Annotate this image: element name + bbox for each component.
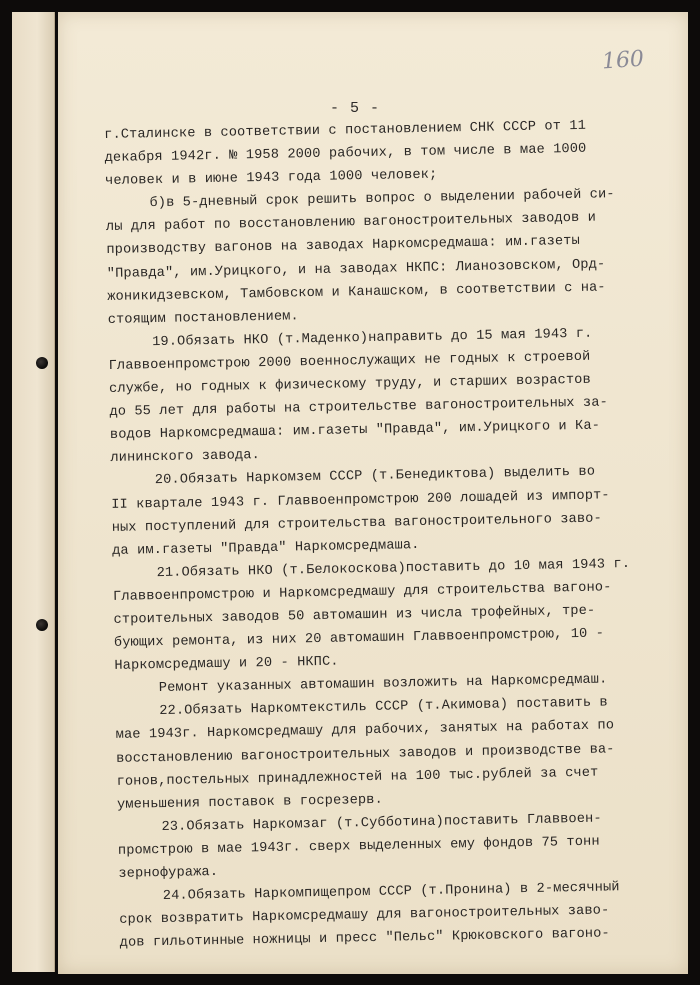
text-line: "Правда", им.Урицкого, и на заводах НКПС: Лианозовском, Орд-	[106, 256, 606, 282]
page-number: - 5 -	[330, 100, 381, 117]
text-line: дов гильотинные ножницы и пресс "Пельс" Крюковского вагоно-	[119, 926, 610, 952]
document-body	[104, 113, 680, 955]
text-line: гонов,постельных принадлежностей на 100 тыс.рублей за счет	[116, 765, 599, 790]
text-line: Наркомсредмашу и 20 - НКПС.	[114, 654, 339, 675]
text-line: водов Наркомсредмаша: им.газеты "Правда", им.Урицкого и Ка-	[109, 418, 601, 444]
text-line: мае 1943г. Наркомсредмашу для рабочих, занятых на работах по	[115, 718, 615, 744]
text-line: человек и в июне 1943 года 1000 человек;	[104, 167, 438, 190]
text-line: срок возвратить Наркомсредмашу для вагоностроительных заво-	[119, 903, 610, 929]
text-line: б)в 5-дневный срок решить вопрос о выделении рабочей си-	[149, 187, 615, 212]
text-line: промстрою в мае 1943г. сверх выделенных ему фондов 75 тонн	[117, 834, 600, 859]
text-line: жоникидзевском, Тамбовском и Канашском, в соответствии с на-	[107, 280, 606, 305]
adjacent-page-edge	[12, 12, 55, 972]
text-line: Главвоенпромстрою 2000 военнослужащих не годных к строевой	[108, 349, 591, 374]
text-line: 20.Обязать Наркомзем СССР (т.Бенедиктова) выделить во	[154, 465, 596, 489]
text-line: стоящим постановлением.	[107, 309, 299, 328]
text-line: да им.газеты "Правда" Наркомсредмаша.	[112, 537, 420, 559]
text-line: восстановлению вагоностроительных заводов и производстве ва-	[116, 741, 615, 767]
text-line: II квартале 1943 г. Главвоенпромстрою 200 лошадей из импорт-	[111, 487, 610, 513]
text-line: бующих ремонта, из них 20 автомашин Главвоенпромстрою, 10 -	[113, 626, 605, 651]
text-line: Главвоенпромстрою и Наркомсредмашу для строительства вагоно-	[112, 580, 612, 605]
text-line: 19.Обязать НКО (т.Маденко)направить до 15 мая 1943 г.	[152, 326, 593, 350]
archive-page-number: 160	[601, 46, 645, 75]
text-line: до 55 лет для работы на строительстве вагоностроительных за-	[109, 395, 609, 421]
text-line: уменьшения поставок в госрезерв.	[116, 792, 384, 813]
text-line: 24.Обязать Наркомпищепром СССР (т.Пронина) в 2-месячный	[162, 880, 620, 905]
binding-hole	[36, 357, 48, 369]
text-line: Ремонт указанных автомашин возложить на Наркомсредмаш.	[158, 672, 608, 697]
text-line: зернофуража.	[118, 864, 219, 882]
text-line: лининского завода.	[110, 448, 261, 467]
text-line: строительных заводов 50 автомашин из числа трофейных, тре-	[113, 603, 596, 628]
document-page	[58, 12, 688, 974]
text-line: 23.Обязать Наркомзаг (т.Субботина)поставить Главвоен-	[161, 811, 602, 835]
text-line: 21.Обязать НКО (т.Белокоскова)поставить до 10 мая 1943 г.	[156, 556, 631, 581]
text-line: декабря 1942г. № 1958 2000 рабочих, в том числе в мае 1000	[104, 141, 587, 167]
text-line: 22.Обязать Наркомтекстиль СССР (т.Акимова) поставить в	[159, 695, 608, 720]
text-line: лы для работ по восстановлению вагоностроительных заводов и	[105, 210, 597, 236]
text-line: производству вагонов на заводах Наркомсредмаша: им.газеты	[106, 234, 581, 259]
text-line: ных поступлений для строительства вагоностроительного заво-	[111, 511, 602, 536]
text-line: г.Сталинске в соответствии с постановлением СНК СССР от 11	[104, 118, 587, 143]
binding-hole	[36, 619, 48, 631]
text-line: службе, но годных к физическому труду, и старших возрастов	[108, 372, 591, 397]
